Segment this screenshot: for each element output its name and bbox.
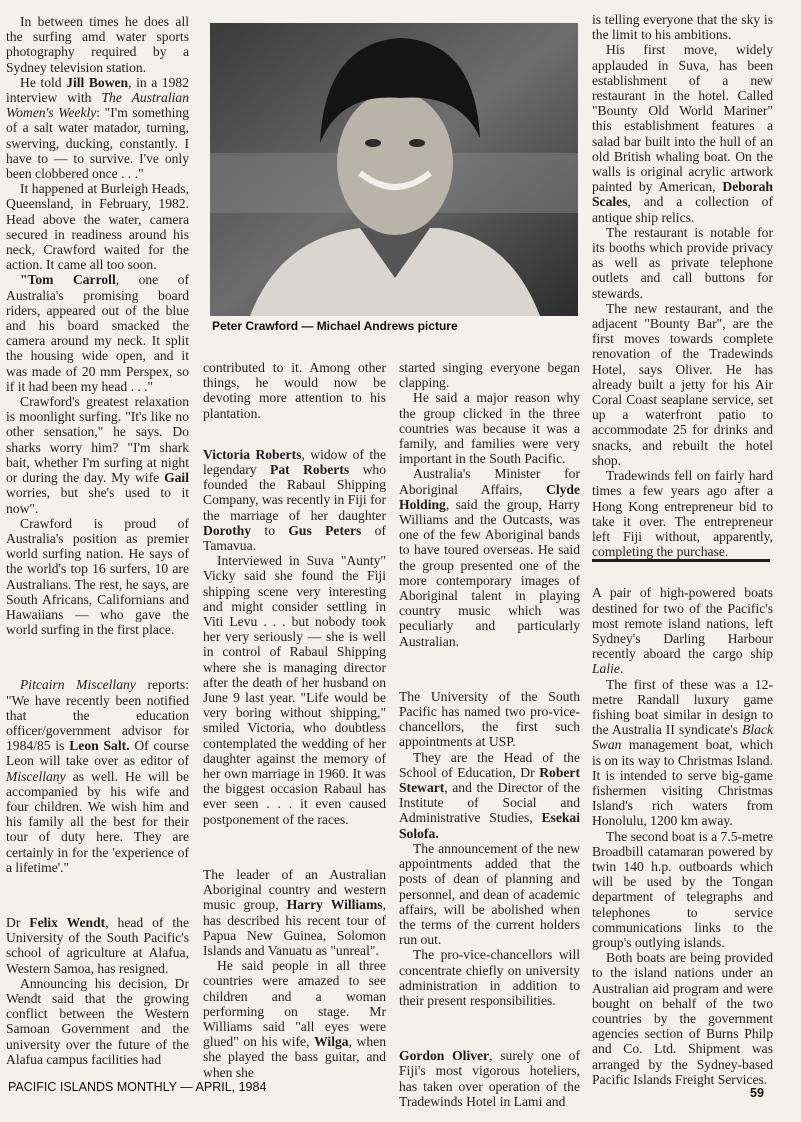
paragraph: They are the Head of the School of Education, Dr Robert Stewart, and the Director of the Institute of Social and Administrative Studies, Esekai Solofa. (399, 749, 580, 841)
paragraph: "Tom Carroll, one of Australia's promising board riders, appeared out of the blue and his board smacked the camera around my neck. It split the housing wide open, and it was made of 20 mm Perspex, so if it had been my head . . ." (6, 272, 189, 394)
person-name: Clyde Holding (399, 481, 580, 512)
publication-title: Pitcairn Miscellany (20, 677, 136, 693)
paragraph: contributed to it. Among other things, he would now be devoting more attention to his plantation. (203, 360, 386, 421)
paragraph: Announcing his decision, Dr Wendt said that the growing conflict between the Western Samoan Government and the university over the future of the Alafua campus facilities had (6, 975, 189, 1067)
paragraph: A pair of high-powered boats destined for two of the Pacific's most remote island nations, left Sydney's Darling Harbour recently aboard the cargo ship Lalie. (592, 585, 773, 677)
boat-name: Black Swan (592, 722, 773, 753)
paragraph: The restaurant is notable for its booths which provide privacy as well as private telephone outlets and call buttons for stewards. (592, 224, 773, 301)
paragraph: The pro-vice-chancellors will concentrate chiefly on university administration in addition to their present responsibilities. (399, 947, 580, 1008)
person-name: Leon Salt. (69, 738, 130, 754)
photo-caption: Peter Crawford — Michael Andrews picture (212, 319, 458, 333)
page-number: 59 (750, 1086, 764, 1100)
person-name: Wilga (314, 1034, 349, 1050)
paragraph: He told Jill Bowen, in a 1982 interview with The Australian Women's Weekly: "I'm something of a salt water matador, turning, swerving, ducking, constantly. I have to — to survive. I've only been clobbered once . . ." (6, 74, 189, 182)
person-name: Robert Stewart (399, 764, 580, 796)
article-column-3 (399, 360, 580, 1109)
person-name: Victoria Roberts (203, 446, 302, 462)
paragraph: He said a major reason why the group clicked in the three countries was because it was a family, and families were very important in the South Pacific. (399, 390, 580, 467)
person-name: Gail (164, 470, 189, 486)
portrait-photo (210, 23, 578, 316)
paragraph: The leader of an Australian Aboriginal country and western music group, Harry Williams, has described his recent tour of Papua New Guinea, Solomon Islands and Vanuatu as "unreal". (203, 866, 386, 958)
paragraph: Crawford's greatest relaxation is moonlight surfing. "It's like no other sensation," he says. Do sharks worry him? "I'm shark bait, whether I'm surfing at night or during the day. My wife Gail worries, but she's used to it now". (6, 394, 189, 516)
footer-masthead: PACIFIC ISLANDS MONTHLY — APRIL, 1984 (8, 1080, 267, 1094)
person-name: Gordon Oliver (399, 1048, 490, 1064)
paragraph: Both boats are being provided to the island nations under an Australian aid program and were bought on behalf of the two countries by the government agencies section of Burns Philp and Co. Ltd. Shipment was arranged by the Sydney-based Pacific Islands Freight Services. (592, 950, 773, 1087)
paragraph: The announcement of the new appointments added that the posts of dean of planning and personnel, and dean of academic affairs, will be abolished when the terms of the current holders run out. (399, 840, 580, 948)
article-column-1 (6, 14, 189, 1067)
paragraph: The first of these was a 12-metre Randall luxury game fishing boat similar in design to the Australia II syndicate's Black Swan management boat, which is on its way to Christmas Island. It is intended to serve big-game fishermen visiting Christmas Island's rich waters from Honolulu, 1200 km away. (592, 676, 773, 829)
person-name: Deborah Scales (592, 179, 773, 210)
section-divider (592, 559, 770, 562)
paragraph: Gordon Oliver, surely one of Fiji's most vigorous hoteliers, has taken over operation of the Tradewinds Hotel in Lami and (399, 1048, 580, 1109)
person-name: Harry Williams (286, 897, 383, 913)
person-name: "Tom Carroll (20, 272, 116, 288)
article-column-2 (203, 360, 386, 1080)
paragraph: It happened at Burleigh Heads, Queensland, in February, 1982. Head above the water, camera secured in readiness around his neck, Crawford waited for the action. It came all too soon. (6, 181, 189, 273)
paragraph: Australia's Minister for Aboriginal Affairs, Clyde Holding, said the group, Harry Williams and the Outcasts, was one of the few Aboriginal bands to have toured overseas. He said the group presented one of the more contemporary images of Aboriginal talent in playing country music which was peculiarly and particularly Australian. (399, 466, 580, 649)
person-name: Jill Bowen (66, 74, 129, 90)
paragraph: is telling everyone that the sky is the limit to his ambitions. (592, 12, 773, 43)
portrait-image (210, 23, 578, 316)
paragraph: Crawford is proud of Australia's position as premier world surfing nation. He says of the world's top 16 surfers, 10 are Australians. The rest, he says, are South Africans, Californians and Hawaiians — who gave the world surfing in the first place. (6, 515, 189, 638)
ship-name: Lalie (592, 661, 620, 677)
paragraph: Tradewinds fell on fairly hard times a few years ago after a Hong Kong entrepreneur bid to take it over. The entrepreneur left Fiji without, apparently, completing the purchase. (592, 468, 773, 560)
paragraph: The University of the South Pacific has named two pro-vice-chancellors, the first such appointments at USP. (399, 688, 580, 750)
paragraph: Interviewed in Suva "Aunty" Vicky said she found the Fiji shipping scene very interesting and might consider settling in Viti Levu . . . but nobody took her very seriously — she is well in control of Rabaul Shipping where she is managing director after the death of her husband on June 9 last year. "Life would be very boring without shipping," smiled Victoria, who doubtless contemplated the wedding of her daughter against the memory of her own marriage in 1960. It was the biggest occasion Rabaul has ever seen . . . it even caused postponement of the races. (203, 553, 386, 827)
article-column-4 (592, 12, 773, 1087)
paragraph: His first move, widely applauded in Suva, has been establishment of a new restaurant in the hotel. Called "Bounty Old World Mariner" this establishment features a salad bar built into the hull of an old British whaling boat. On the walls is original acrylic artwork painted by American, Deborah Scales, and a collection of antique ship relics. (592, 42, 773, 225)
publication-title: The Australian Women's Weekly (6, 90, 189, 121)
person-name: Felix Wendt (29, 914, 106, 930)
paragraph: The new restaurant, and the adjacent "Bounty Bar", are the first moves towards complete renovation of the Tradewinds Hotel, says Oliver. He has already built a jetty for his Air Coral Coast seaplane service, set up a waterfront patio to accommodate 25 for drinks and snacks, and rebuilt the hotel shop. (592, 300, 773, 468)
paragraph: Dr Felix Wendt, head of the University of the South Pacific's school of agriculture at Alafua, Western Samoa, has resigned. (6, 914, 189, 976)
paragraph: started singing everyone began clapping. (399, 360, 580, 391)
paragraph: In between times he does all the surfing amd water sports photography required by a Sydney television station. (6, 14, 189, 75)
paragraph: He said people in all three countries were amazed to see children and a woman performing on stage. Mr Williams said "all eyes were glued" on his wife, Wilga, when she played the bass guitar, and when she (203, 958, 386, 1080)
paragraph: Victoria Roberts, widow of the legendary Pat Roberts who founded the Rabaul Shipping Company, was recently in Fiji for the marriage of her daughter Dorothy to Gus Peters of Tamavua. (203, 446, 386, 554)
paragraph: The second boat is a 7.5-metre Broadbill catamaran powered by twin 140 h.p. outboards which will be used by the Tongan department of telegraphs and telephones to service communications links to the group's outlying islands. (592, 828, 773, 950)
paragraph: Pitcairn Miscellany reports: "We have recently been notified that the education officer/government advisor for 1984/85 is Leon Salt. Of course Leon will take over as editor of Miscellany as well. He will be accompanied by his wife and four children. We wish him and his family all the best for their tour of duty here. They are certainly in for the 'experience of a lifetime'." (6, 677, 189, 875)
